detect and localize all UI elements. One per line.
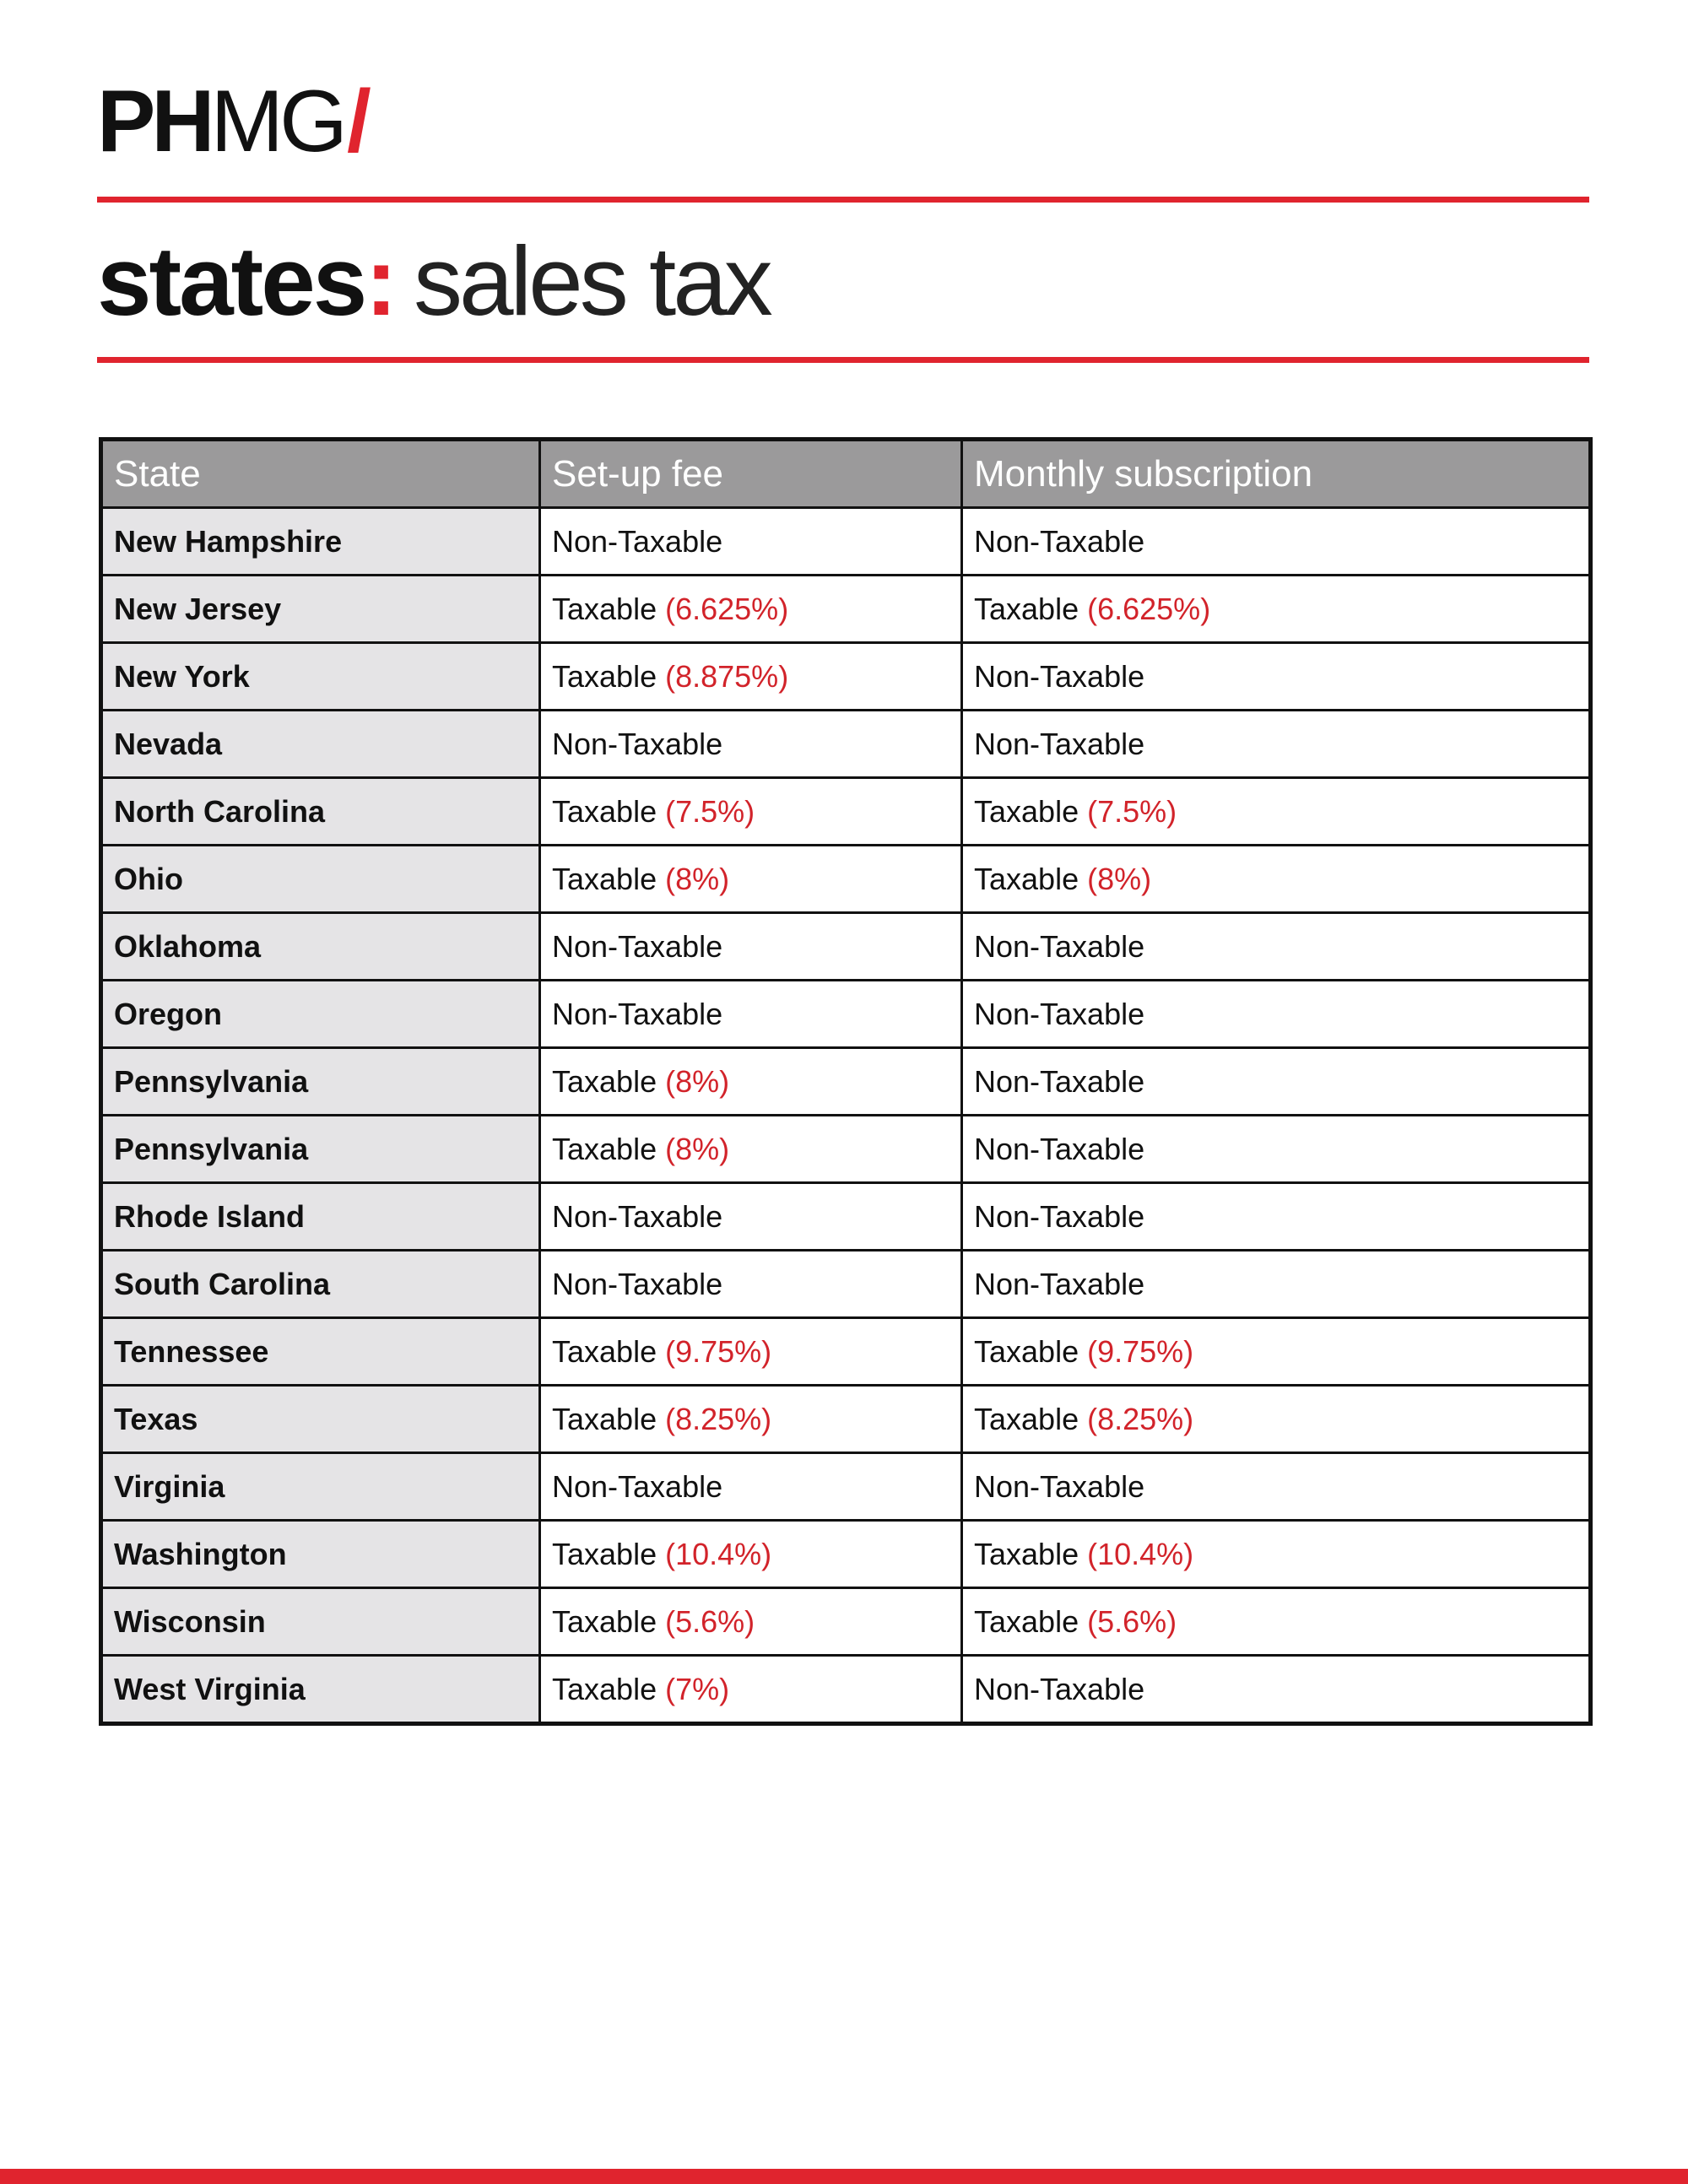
setup-fee-cell [540, 576, 962, 643]
tax-status: Taxable [552, 1131, 657, 1166]
header-state: State [101, 440, 540, 508]
monthly-subscription-cell [962, 1656, 1591, 1724]
state-cell: Ohio [101, 846, 540, 913]
monthly-subscription-cell [962, 778, 1591, 846]
tax-status: Non-Taxable [974, 1468, 1145, 1504]
monthly-subscription-cell [962, 576, 1591, 643]
setup-fee-cell [540, 913, 962, 981]
setup-fee-cell [540, 1116, 962, 1183]
tax-status: Taxable [552, 1603, 657, 1639]
tax-status: Taxable [552, 1063, 657, 1099]
monthly-subscription-cell [962, 1521, 1591, 1588]
monthly-subscription-cell [962, 846, 1591, 913]
monthly-subscription-cell [962, 1116, 1591, 1183]
logo-mg-text: MG [210, 73, 344, 170]
tax-status: Taxable [974, 1401, 1079, 1436]
tax-status: Taxable [552, 658, 657, 694]
table-row [101, 1656, 1591, 1724]
sales-tax-table [99, 437, 1593, 1726]
monthly-subscription-cell [962, 711, 1591, 778]
setup-fee-cell [540, 643, 962, 711]
table-header-row [101, 440, 1591, 508]
title-red-rule [97, 357, 1589, 363]
monthly-subscription-cell [962, 1453, 1591, 1521]
tax-status: Taxable [974, 1603, 1079, 1639]
tax-status: Non-Taxable [552, 523, 723, 559]
state-cell: New Jersey [101, 576, 540, 643]
phmg-logo [97, 73, 367, 170]
logo-ph-text: PH [97, 73, 211, 170]
tax-rate: (8.25%) [1087, 1401, 1194, 1436]
table-row [101, 778, 1591, 846]
top-red-rule [97, 197, 1589, 203]
tax-status: Non-Taxable [974, 996, 1145, 1031]
setup-fee-cell [540, 1318, 962, 1386]
setup-fee-cell [540, 1521, 962, 1588]
table-row [101, 1318, 1591, 1386]
state-cell: Virginia [101, 1453, 540, 1521]
state-cell: Pennsylvania [101, 1116, 540, 1183]
table-row [101, 576, 1591, 643]
monthly-subscription-cell [962, 1048, 1591, 1116]
tax-status: Taxable [974, 1333, 1079, 1369]
table-row [101, 711, 1591, 778]
tax-status: Non-Taxable [974, 726, 1145, 761]
table-row [101, 1183, 1591, 1251]
state-cell: Oklahoma [101, 913, 540, 981]
tax-rate: (9.75%) [1087, 1333, 1194, 1369]
tax-status: Non-Taxable [552, 1198, 723, 1234]
monthly-subscription-cell [962, 508, 1591, 576]
table-body [101, 508, 1591, 1724]
tax-rate: (8.875%) [665, 658, 789, 694]
state-cell: Pennsylvania [101, 1048, 540, 1116]
title-bold: states [97, 226, 365, 336]
tax-status: Non-Taxable [974, 1063, 1145, 1099]
table-row [101, 1251, 1591, 1318]
monthly-subscription-cell [962, 1251, 1591, 1318]
tax-status: Non-Taxable [974, 658, 1145, 694]
tax-rate: (7.5%) [1087, 793, 1177, 829]
tax-status: Non-Taxable [552, 1266, 723, 1301]
setup-fee-cell [540, 981, 962, 1048]
monthly-subscription-cell [962, 1318, 1591, 1386]
monthly-subscription-cell [962, 981, 1591, 1048]
table-row [101, 1116, 1591, 1183]
state-cell: Tennessee [101, 1318, 540, 1386]
title-light: sales tax [413, 226, 770, 336]
setup-fee-cell [540, 778, 962, 846]
state-cell: Washington [101, 1521, 540, 1588]
state-cell: Texas [101, 1386, 540, 1453]
tax-rate: (9.75%) [665, 1333, 772, 1369]
state-cell: New York [101, 643, 540, 711]
table-row [101, 1048, 1591, 1116]
tax-rate: (8%) [665, 861, 730, 896]
setup-fee-cell [540, 1048, 962, 1116]
tax-rate: (8%) [665, 1131, 730, 1166]
tax-status: Taxable [552, 861, 657, 896]
setup-fee-cell [540, 1386, 962, 1453]
state-cell: West Virginia [101, 1656, 540, 1724]
header-setup-fee: Set-up fee [540, 440, 962, 508]
setup-fee-cell [540, 711, 962, 778]
tax-rate: (6.625%) [1087, 591, 1211, 626]
tax-status: Non-Taxable [974, 1198, 1145, 1234]
tax-rate: (6.625%) [665, 591, 789, 626]
state-cell: Oregon [101, 981, 540, 1048]
monthly-subscription-cell [962, 913, 1591, 981]
tax-status: Non-Taxable [552, 928, 723, 964]
tax-status: Non-Taxable [552, 726, 723, 761]
table-row [101, 913, 1591, 981]
state-cell: Nevada [101, 711, 540, 778]
tax-rate: (7.5%) [665, 793, 755, 829]
state-cell: Wisconsin [101, 1588, 540, 1656]
state-cell: North Carolina [101, 778, 540, 846]
tax-status: Taxable [552, 1536, 657, 1571]
tax-status: Non-Taxable [974, 928, 1145, 964]
logo-slash: / [347, 73, 367, 170]
setup-fee-cell [540, 1251, 962, 1318]
tax-rate: (10.4%) [665, 1536, 772, 1571]
tax-rate: (10.4%) [1087, 1536, 1194, 1571]
title-colon: : [365, 226, 395, 336]
tax-status: Taxable [552, 1333, 657, 1369]
setup-fee-cell [540, 846, 962, 913]
tax-status: Taxable [974, 1536, 1079, 1571]
tax-status: Taxable [552, 591, 657, 626]
table-row [101, 1386, 1591, 1453]
tax-status: Taxable [552, 1401, 657, 1436]
tax-status: Taxable [552, 793, 657, 829]
setup-fee-cell [540, 1453, 962, 1521]
tax-rate: (5.6%) [1087, 1603, 1177, 1639]
tax-rate: (8%) [665, 1063, 730, 1099]
state-cell: South Carolina [101, 1251, 540, 1318]
header-monthly-subscription: Monthly subscription [962, 440, 1591, 508]
table-row [101, 1453, 1591, 1521]
monthly-subscription-cell [962, 643, 1591, 711]
monthly-subscription-cell [962, 1386, 1591, 1453]
table-row [101, 1588, 1591, 1656]
tax-status: Non-Taxable [552, 996, 723, 1031]
tax-rate: (8.25%) [665, 1401, 772, 1436]
tax-rate: (7%) [665, 1671, 730, 1706]
page-title [97, 226, 770, 336]
table-row [101, 643, 1591, 711]
tax-status: Non-Taxable [552, 1468, 723, 1504]
setup-fee-cell [540, 508, 962, 576]
tax-status: Non-Taxable [974, 1266, 1145, 1301]
tax-status: Non-Taxable [974, 1131, 1145, 1166]
tax-status: Non-Taxable [974, 523, 1145, 559]
setup-fee-cell [540, 1656, 962, 1724]
tax-status: Non-Taxable [974, 1671, 1145, 1706]
table-row [101, 508, 1591, 576]
setup-fee-cell [540, 1183, 962, 1251]
tax-status: Taxable [974, 861, 1079, 896]
monthly-subscription-cell [962, 1588, 1591, 1656]
tax-status: Taxable [552, 1671, 657, 1706]
tax-status: Taxable [974, 591, 1079, 626]
table-row [101, 981, 1591, 1048]
table-row [101, 846, 1591, 913]
monthly-subscription-cell [962, 1183, 1591, 1251]
state-cell: Rhode Island [101, 1183, 540, 1251]
tax-rate: (5.6%) [665, 1603, 755, 1639]
bottom-red-bar [0, 2169, 1688, 2184]
state-cell: New Hampshire [101, 508, 540, 576]
table-row [101, 1521, 1591, 1588]
tax-rate: (8%) [1087, 861, 1152, 896]
tax-status: Taxable [974, 793, 1079, 829]
setup-fee-cell [540, 1588, 962, 1656]
